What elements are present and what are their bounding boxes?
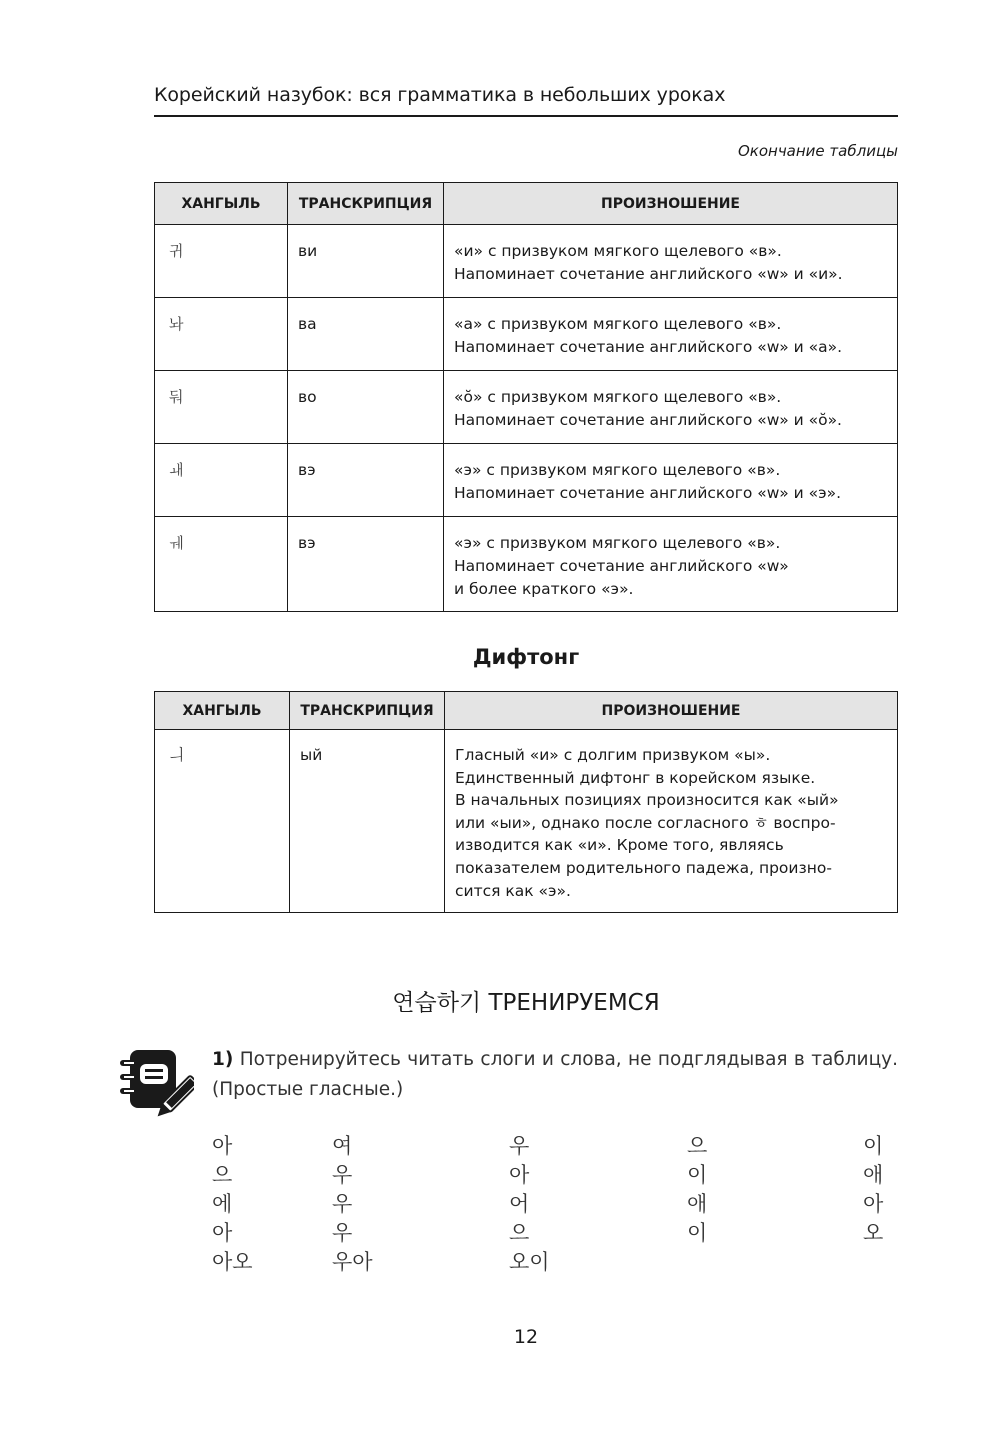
syllable-cell: 우 — [332, 1163, 353, 1187]
pronunciation-line: «э» с призвуком мягкого щелевого «в». — [454, 534, 781, 552]
column-header-pronunciation: ПРОИЗНОШЕНИЕ — [445, 692, 898, 730]
running-header: Корейский назубок: вся грамматика в небольших уроках — [154, 84, 726, 106]
pronunciation-line: Напоминает сочетание английского «w» и «и». — [454, 265, 843, 283]
column-header-transcription: ТРАНСКРИПЦИЯ — [288, 183, 444, 225]
syllable-cell: 이 — [687, 1221, 708, 1245]
syllable-cell: 아 — [509, 1163, 530, 1187]
transcription-cell: вэ — [288, 517, 444, 612]
pronunciation-line: Единственный дифтонг в корейском языке. — [455, 768, 816, 787]
notebook-pencil-icon — [118, 1046, 194, 1128]
pronunciation-line: или «ыи», однако после согласного ㅎ воспро- — [455, 813, 836, 832]
column-header-pronunciation: ПРОИЗНОШЕНИЕ — [444, 183, 898, 225]
hangul-cell: ㅢ — [155, 730, 290, 913]
pronunciation-cell — [444, 225, 898, 298]
table-row — [155, 298, 898, 371]
syllable-cell: 이 — [687, 1163, 708, 1187]
syllable-cell: 에 — [212, 1192, 233, 1216]
pronunciation-line: «а» с призвуком мягкого щелевого «в». — [454, 315, 782, 333]
pronunciation-cell — [444, 444, 898, 517]
pronunciation-line: «и» с призвуком мягкого щелевого «в». — [454, 242, 782, 260]
practice-title: 연습하기 ТРЕНИРУЕМСЯ — [392, 990, 660, 1016]
pronunciation-line: Напоминает сочетание английского «w» и «а». — [454, 338, 842, 356]
syllable-cell: 으 — [509, 1221, 530, 1245]
hangul-cell: 둬 — [155, 371, 288, 444]
table-row — [155, 444, 898, 517]
pronunciation-line: и более краткого «э». — [454, 580, 634, 598]
syllable-cell: 아 — [863, 1192, 884, 1216]
header-rule — [154, 115, 898, 117]
syllable-cell: 오 — [863, 1221, 884, 1245]
syllable-cell: 우 — [332, 1221, 353, 1245]
syllable-cell: 이 — [863, 1134, 884, 1158]
transcription-cell: во — [288, 371, 444, 444]
pronunciation-cell — [444, 371, 898, 444]
pronunciation-line: Напоминает сочетание английского «w» и «ŏ». — [454, 411, 842, 429]
column-header-hangul: ХАНГЫЛЬ — [155, 183, 288, 225]
column-header-transcription: ТРАНСКРИПЦИЯ — [290, 692, 445, 730]
pronunciation-cell — [444, 517, 898, 612]
pronunciation-line: изводится как «и». Кроме того, являясь — [455, 836, 784, 855]
exercise-text: Потренируйтесь читать слоги и слова, не подглядывая в таблицу. (Простые гласные.) — [212, 1049, 898, 1100]
syllable-cell: 아 — [212, 1221, 233, 1245]
transcription-cell: ви — [288, 225, 444, 298]
vowel-table — [154, 182, 898, 612]
pronunciation-line: показателем родительного падежа, произно- — [455, 858, 832, 877]
pronunciation-cell — [445, 730, 898, 913]
transcription-cell: вэ — [288, 444, 444, 517]
syllable-cell: 우아 — [332, 1250, 373, 1274]
exercise-instruction — [212, 1045, 898, 1105]
table-row — [155, 371, 898, 444]
pronunciation-line: Напоминает сочетание английского «w» — [454, 557, 789, 575]
hangul-cell: ㅙ — [155, 444, 288, 517]
syllable-cell: 으 — [687, 1134, 708, 1158]
hangul-cell: 귀 — [155, 225, 288, 298]
table-continuation-note: Окончание таблицы — [737, 142, 898, 160]
transcription-cell: ый — [290, 730, 445, 913]
hangul-cell: 놔 — [155, 298, 288, 371]
syllable-cell: 어 — [509, 1192, 530, 1216]
syllable-cell: 우 — [509, 1134, 530, 1158]
hangul-cell: ㅞ — [155, 517, 288, 612]
syllable-cell: 애 — [863, 1163, 884, 1187]
syllable-cell: 여 — [332, 1134, 353, 1158]
table-row — [155, 517, 898, 612]
diphthong-title: Дифтонг — [472, 645, 580, 669]
syllable-cell: 아오 — [212, 1250, 253, 1274]
pronunciation-line: В начальных позициях произносится как «ый» — [455, 791, 839, 810]
transcription-cell: ва — [288, 298, 444, 371]
syllable-cell: 아 — [212, 1134, 233, 1158]
table-row — [155, 730, 898, 913]
exercise-number: 1) — [212, 1049, 234, 1070]
pronunciation-line: «ŏ» с призвуком мягкого щелевого «в». — [454, 388, 782, 406]
table-header-row — [155, 692, 898, 730]
pronunciation-cell — [444, 298, 898, 371]
pronunciation-line: «э» с призвуком мягкого щелевого «в». — [454, 461, 781, 479]
syllable-cell: 애 — [687, 1192, 708, 1216]
diphthong-table — [154, 691, 898, 913]
syllable-cell: 오이 — [509, 1250, 550, 1274]
pronunciation-line: Гласный «и» с долгим призвуком «ы». — [455, 746, 771, 764]
table-row — [155, 225, 898, 298]
page-number: 12 — [513, 1326, 539, 1348]
column-header-hangul: ХАНГЫЛЬ — [155, 692, 290, 730]
syllable-cell: 으 — [212, 1163, 233, 1187]
table-header-row — [155, 183, 898, 225]
pronunciation-line: сится как «э». — [455, 881, 571, 900]
pronunciation-line: Напоминает сочетание английского «w» и «э». — [454, 484, 842, 502]
syllable-cell: 우 — [332, 1192, 353, 1216]
